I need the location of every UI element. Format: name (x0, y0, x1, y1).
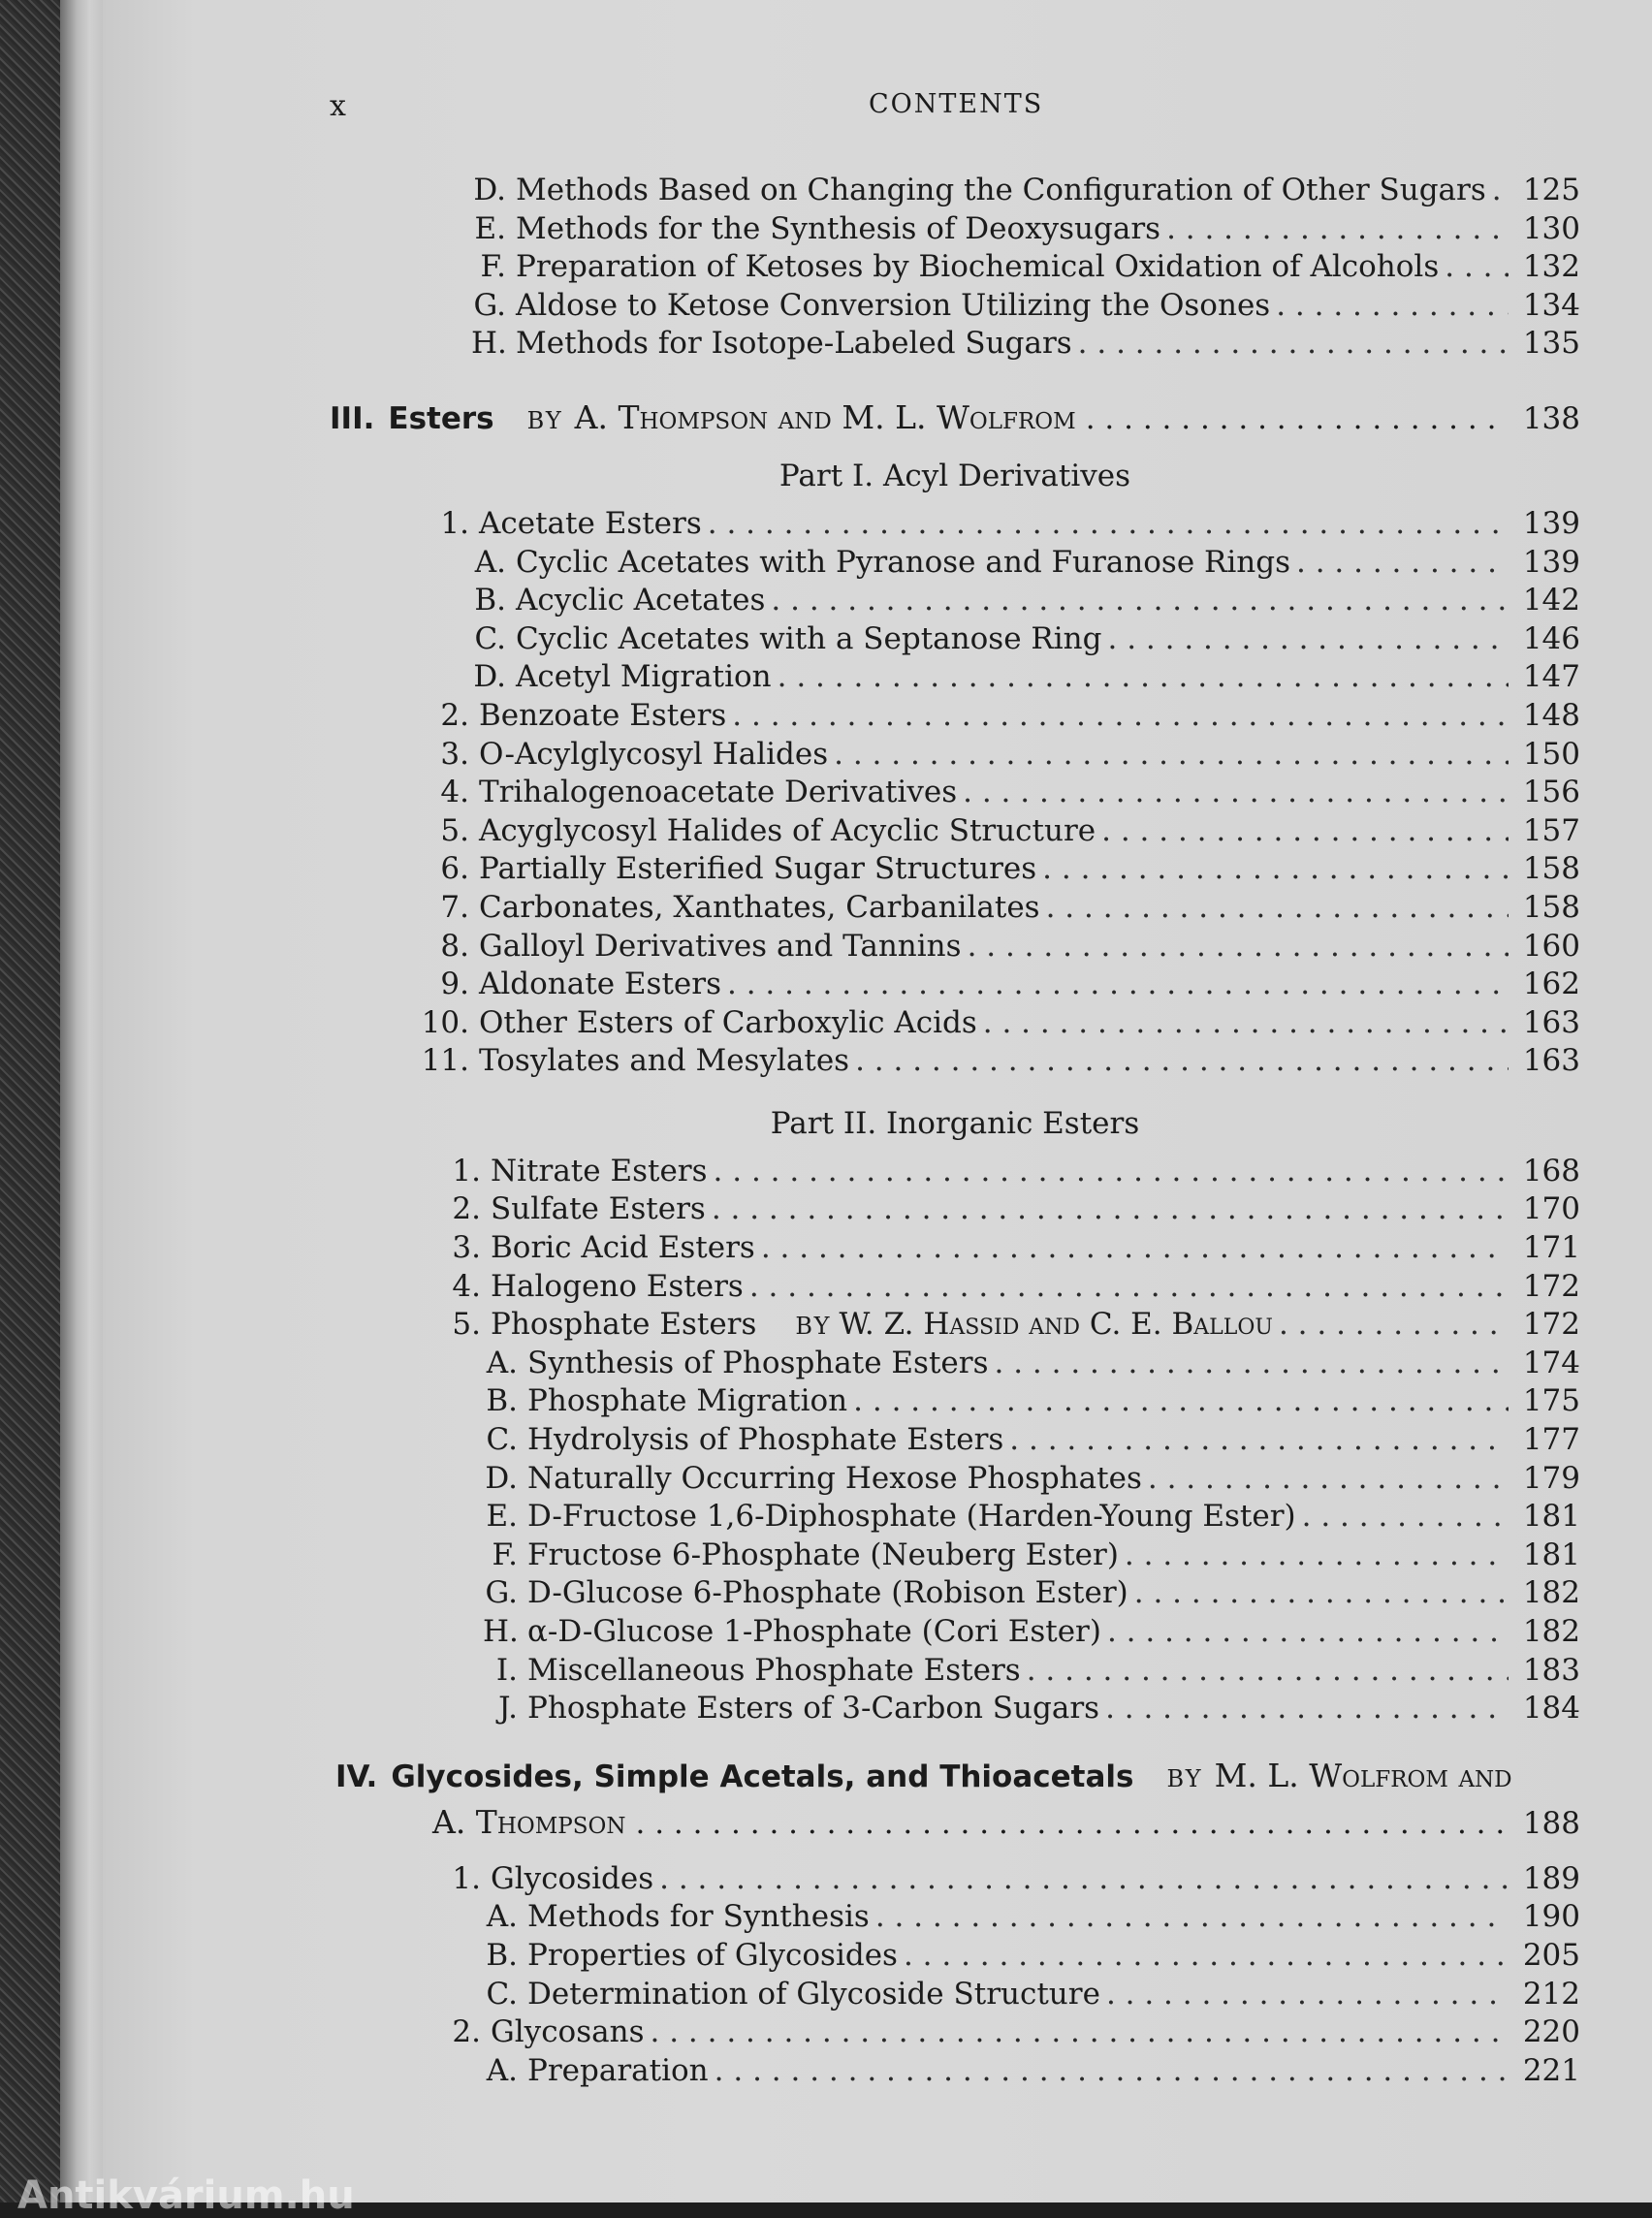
entry-number: E. (486, 1499, 518, 1535)
toc-entry (103, 172, 1652, 210)
entry-number: E. (474, 210, 506, 246)
chapter-iii-heading (103, 389, 1652, 447)
page-ref: 181 (1522, 1499, 1580, 1535)
leader-dots (1105, 1690, 1509, 1728)
entry-title: Methods for the Synthesis of Deoxysugars (516, 210, 1161, 246)
entry-number: J. (498, 1691, 518, 1727)
entry-number: 10. (421, 1004, 469, 1040)
toc-entry (103, 1690, 1652, 1728)
entry-title: D-Glucose 6-Phosphate (Robison Ester) (527, 1575, 1128, 1611)
page-ref: 157 (1522, 812, 1580, 848)
entry-title: Methods for Synthesis (527, 1899, 870, 1935)
chapter-iv-heading (103, 1754, 1652, 1798)
entry-number: I. (495, 1652, 518, 1688)
leader-dots (1492, 172, 1509, 210)
entry-title: O-Acylglycosyl Halides (479, 736, 829, 772)
leader-dots (715, 2052, 1509, 2091)
toc-entry (103, 850, 1652, 889)
entry-title: Methods Based on Changing the Configuration of Other Sugars (516, 173, 1486, 207)
entry-title: Glycosans (491, 2014, 645, 2050)
page-ref: 174 (1522, 1345, 1580, 1380)
entry-number: D. (473, 659, 506, 695)
entry-title: Aldose to Ketose Conversion Utilizing the Osones (516, 287, 1271, 323)
entry-number: G. (485, 1575, 518, 1611)
leader-dots (1279, 1306, 1509, 1345)
leader-dots (714, 1153, 1509, 1191)
toc-entry (103, 1652, 1652, 1691)
chapter-number: IV. (335, 1759, 378, 1794)
entry-title: Partially Esterified Sugar Structures (479, 851, 1037, 887)
page-ref: 158 (1522, 851, 1580, 887)
page-ref: 147 (1522, 659, 1580, 695)
leader-dots (875, 1898, 1509, 1937)
leader-dots (650, 2013, 1509, 2052)
leader-dots (1086, 390, 1509, 453)
leader-dots (1046, 889, 1509, 928)
leader-dots (712, 1190, 1509, 1229)
toc-entry (103, 1860, 1652, 1899)
by-label: BY (526, 406, 563, 434)
toc-entry (103, 889, 1652, 928)
entry-title: Halogeno Esters (491, 1268, 744, 1304)
toc-entry (103, 2052, 1652, 2091)
leader-dots (968, 928, 1509, 966)
leader-dots (853, 1382, 1509, 1421)
toc-entry (103, 1613, 1652, 1652)
page-ref: 172 (1522, 1268, 1580, 1304)
page-number: x (330, 89, 346, 123)
entry-number: 3. (452, 1230, 481, 1266)
page-ref: 163 (1522, 1004, 1580, 1040)
toc-entry (103, 2013, 1652, 2052)
book-page (103, 0, 1652, 2202)
leader-dots (1027, 1652, 1509, 1691)
entry-title: Phosphate Migration (527, 1383, 848, 1419)
chapter-number: III. (330, 400, 375, 436)
page-ref: 134 (1522, 287, 1580, 323)
page-ref: 184 (1522, 1691, 1580, 1727)
page-ref: 172 (1522, 1307, 1580, 1343)
entry-title: D-Fructose 1,6-Diphosphate (Harden-Young Ester) (527, 1499, 1296, 1535)
leader-dots (732, 697, 1509, 736)
page-ref: 139 (1522, 544, 1580, 580)
leader-dots (1148, 1460, 1509, 1499)
entry-title: Galloyl Derivatives and Tannins (479, 928, 962, 964)
page-ref: 182 (1522, 1614, 1580, 1649)
toc-entry (103, 1268, 1652, 1307)
entry-number: 1. (440, 505, 469, 541)
entry-number: D. (473, 173, 506, 207)
entry-number: F. (480, 249, 506, 285)
entry-number: 2. (452, 2014, 481, 2050)
toc-entry (103, 1004, 1652, 1043)
part-i-heading: Part I. Acyl Derivatives (778, 458, 1131, 493)
page-ref: 189 (1522, 1860, 1580, 1896)
toc-entry (103, 1460, 1652, 1499)
entry-number: A. (474, 544, 506, 580)
entry-number: C. (486, 1976, 518, 2012)
toc-entry (103, 1229, 1652, 1268)
leader-dots (983, 1004, 1509, 1043)
table-of-contents (103, 172, 1652, 2090)
page-ref: 138 (1522, 400, 1580, 436)
leader-dots (659, 1860, 1509, 1899)
toc-entry (103, 774, 1652, 812)
toc-entry (103, 1382, 1652, 1421)
entry-number: D. (485, 1460, 518, 1496)
page-ref: 220 (1522, 2014, 1580, 2050)
leader-dots (1078, 325, 1509, 364)
toc-entry (103, 210, 1652, 249)
page-ref: 205 (1522, 1937, 1580, 1973)
chapter-authors-line2: A. Thompson (432, 1802, 626, 1841)
page-ref: 150 (1522, 736, 1580, 772)
entry-title: Cyclic Acetates with a Septanose Ring (516, 620, 1102, 656)
page-ref: 148 (1522, 697, 1580, 733)
leader-dots (1101, 812, 1509, 851)
entry-title: Tosylates and Mesylates (479, 1043, 850, 1079)
leader-dots (1106, 1976, 1509, 2014)
part-ii-heading: Part II. Inorganic Esters (770, 1105, 1140, 1141)
page-ref: 130 (1522, 210, 1580, 246)
entry-number: B. (486, 1383, 518, 1419)
page-ref: 212 (1522, 1976, 1580, 2012)
leader-dots (1296, 544, 1509, 583)
entry-authors: W. Z. Hassid and C. E. Ballou (839, 1307, 1273, 1343)
chapter-authors: A. Thompson and M. L. Wolfrom (574, 397, 1076, 436)
entry-number: G. (473, 287, 506, 323)
entry-number: C. (474, 620, 506, 656)
leader-dots (1276, 287, 1509, 326)
book-spine (0, 0, 60, 2202)
leader-dots (761, 1229, 1509, 1268)
page-ref: 158 (1522, 889, 1580, 925)
entry-title: Nitrate Esters (491, 1153, 708, 1188)
toc-entry (103, 287, 1652, 326)
leader-dots (636, 1799, 1509, 1853)
leader-dots (994, 1345, 1509, 1383)
page-header (103, 89, 1652, 128)
entry-number: 5. (440, 812, 469, 848)
leader-dots (1125, 1537, 1509, 1575)
entry-number: 2. (452, 1191, 481, 1227)
entry-title: Fructose 6-Phosphate (Neuberg Ester) (527, 1537, 1119, 1572)
leader-dots (708, 505, 1509, 544)
entry-number: H. (483, 1614, 519, 1649)
toc-entry (103, 1042, 1652, 1081)
toc-entry (103, 1153, 1652, 1191)
toc-entry (103, 1537, 1652, 1575)
entry-title: Phosphate Esters (491, 1307, 757, 1343)
watermark: Antikvárium.hu (17, 2173, 355, 2218)
page-ref: 181 (1522, 1537, 1580, 1572)
toc-entry (103, 658, 1652, 697)
entry-title: Miscellaneous Phosphate Esters (527, 1652, 1021, 1688)
page-ref: 182 (1522, 1575, 1580, 1611)
toc-entry (103, 582, 1652, 620)
leader-dots (834, 736, 1509, 775)
toc-entry (103, 1345, 1652, 1383)
entry-title: Carbonates, Xanthates, Carbanilates (479, 889, 1040, 925)
chapter-iv-heading-cont (103, 1798, 1652, 1847)
leader-dots (771, 582, 1509, 620)
toc-entry (103, 1976, 1652, 2014)
entry-number: 2. (440, 697, 469, 733)
page-ref: 177 (1522, 1422, 1580, 1458)
entry-title: Acyclic Acetates (516, 583, 766, 618)
page-gutter (60, 0, 103, 2202)
entry-title: Phosphate Esters of 3-Carbon Sugars (527, 1691, 1100, 1727)
leader-dots (855, 1042, 1509, 1081)
entry-title: Sulfate Esters (491, 1191, 706, 1227)
leader-dots (1107, 620, 1509, 659)
entry-title: Determination of Glycoside Structure (527, 1976, 1100, 2012)
entry-number: 4. (440, 775, 469, 810)
by-label: BY (795, 1313, 832, 1341)
toc-entry (103, 928, 1652, 966)
entry-title: Methods for Isotope-Labeled Sugars (516, 326, 1072, 362)
entry-number: 1. (452, 1153, 481, 1188)
entry-title: Benzoate Esters (479, 697, 727, 733)
by-label: BY (1166, 1764, 1203, 1792)
toc-entry (103, 1574, 1652, 1613)
page-ref: 175 (1522, 1383, 1580, 1419)
entry-number: 4. (452, 1268, 481, 1304)
leader-dots (963, 774, 1509, 812)
page-ref: 179 (1522, 1460, 1580, 1496)
leader-dots (778, 658, 1509, 697)
page-ref: 160 (1522, 928, 1580, 964)
entry-number: A. (486, 1899, 518, 1935)
leader-dots (904, 1937, 1509, 1976)
page-ref: 139 (1522, 505, 1580, 541)
chapter-authors-line1: M. L. Wolfrom and (1214, 1756, 1512, 1794)
entry-number: 9. (440, 966, 469, 1002)
toc-entry (103, 812, 1652, 851)
toc-entry (103, 325, 1652, 364)
page-ref: 156 (1522, 775, 1580, 810)
toc-entry (103, 1498, 1652, 1537)
entry-title: Hydrolysis of Phosphate Esters (527, 1422, 1004, 1458)
page-ref: 162 (1522, 966, 1580, 1002)
leader-dots (1302, 1498, 1509, 1537)
toc-entry (103, 544, 1652, 583)
entry-title: Cyclic Acetates with Pyranose and Furanose Rings (516, 544, 1291, 580)
entry-number: 11. (421, 1043, 469, 1079)
page-ref: 190 (1522, 1899, 1580, 1935)
leader-dots (1445, 248, 1509, 287)
entry-number: C. (486, 1422, 518, 1458)
page-ref: 142 (1522, 583, 1580, 618)
toc-entry-phosphate (103, 1306, 1652, 1345)
page-ref: 171 (1522, 1230, 1580, 1266)
entry-title: Trihalogenoacetate Derivatives (479, 775, 958, 810)
toc-entry (103, 1937, 1652, 1976)
entry-number: B. (486, 1937, 518, 1973)
entry-title: Glycosides (491, 1860, 654, 1896)
entry-number: 7. (440, 889, 469, 925)
page-ref: 168 (1522, 1153, 1580, 1188)
leader-dots (1134, 1574, 1509, 1613)
leader-dots (749, 1268, 1509, 1307)
entry-number: A. (486, 1345, 518, 1380)
page-ref: 135 (1522, 326, 1580, 362)
toc-entry (103, 1898, 1652, 1937)
entry-title: Other Esters of Carboxylic Acids (479, 1004, 977, 1040)
leader-dots (1107, 1613, 1509, 1652)
entry-number: 8. (440, 928, 469, 964)
entry-title: Synthesis of Phosphate Esters (527, 1345, 989, 1380)
toc-entry (103, 1190, 1652, 1229)
toc-entry (103, 697, 1652, 736)
entry-title: Acetyl Migration (516, 659, 772, 695)
page-ref: 221 (1522, 2052, 1580, 2088)
entry-number: F. (492, 1537, 518, 1572)
leader-dots (1042, 850, 1509, 889)
toc-entry (103, 505, 1652, 544)
page-ref: 132 (1522, 249, 1580, 285)
entry-title: Naturally Occurring Hexose Phosphates (527, 1460, 1142, 1496)
entry-number: 5. (452, 1307, 481, 1343)
page-ref: 163 (1522, 1043, 1580, 1079)
entry-number: H. (471, 326, 507, 362)
entry-number: 3. (440, 736, 469, 772)
entry-title: Preparation (527, 2052, 709, 2088)
entry-number: A. (486, 2052, 518, 2088)
page-ref: 170 (1522, 1191, 1580, 1227)
running-title: CONTENTS (869, 89, 1044, 119)
page-ref: 188 (1522, 1805, 1580, 1841)
entry-title: Aldonate Esters (479, 966, 721, 1002)
toc-entry (103, 736, 1652, 775)
leader-dots (1166, 210, 1509, 249)
entry-title: Boric Acid Esters (491, 1230, 755, 1266)
entry-title: α-D-Glucose 1-Phosphate (Cori Ester) (527, 1614, 1101, 1649)
page-ref: 125 (1522, 173, 1580, 207)
chapter-title: Glycosides, Simple Acetals, and Thioacetals (391, 1759, 1134, 1794)
leader-dots (727, 966, 1509, 1004)
page-ref: 183 (1522, 1652, 1580, 1688)
chapter-title: Esters (388, 400, 494, 436)
entry-number: 1. (452, 1860, 481, 1896)
entry-title: Properties of Glycosides (527, 1937, 898, 1973)
toc-entry (103, 1421, 1652, 1460)
entry-title: Acetate Esters (479, 505, 702, 541)
toc-entry (103, 966, 1652, 1004)
toc-entry (103, 620, 1652, 659)
entry-number: 6. (440, 851, 469, 887)
leader-dots (1009, 1421, 1509, 1460)
entry-title: Preparation of Ketoses by Biochemical Oxidation of Alcohols (516, 249, 1440, 285)
toc-entry (103, 248, 1652, 287)
entry-title: Acyglycosyl Halides of Acyclic Structure (479, 812, 1096, 848)
page-ref: 146 (1522, 620, 1580, 656)
entry-number: B. (474, 583, 506, 618)
